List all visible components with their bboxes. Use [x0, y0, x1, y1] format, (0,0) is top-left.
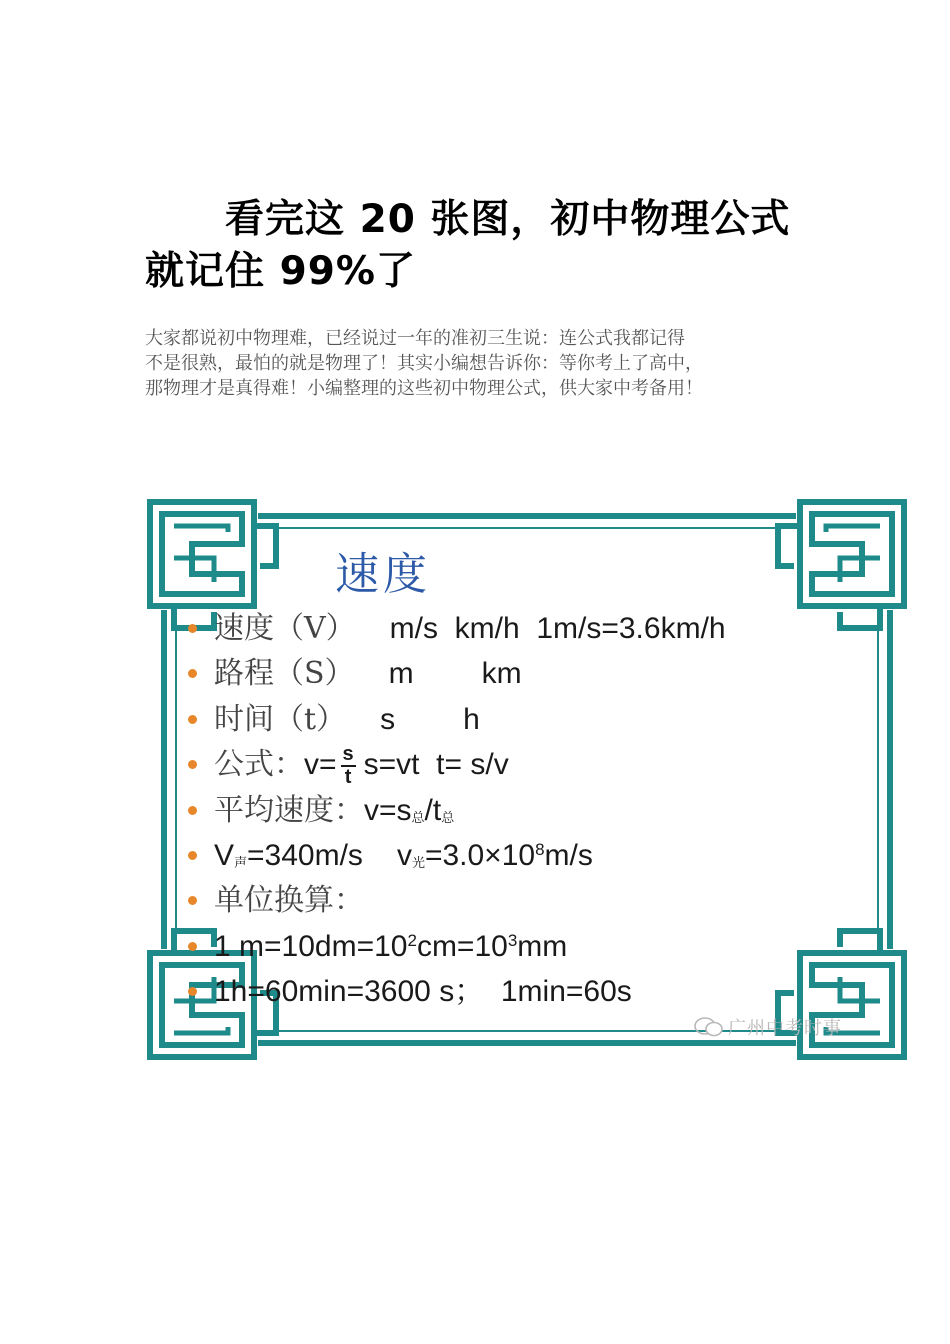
bullet-dot [188, 760, 197, 769]
intro-line: 大家都说初中物理难，已经说过一年的准初三生说：连公式我都记得 [145, 328, 685, 349]
article-title [145, 194, 805, 298]
bullet-dot [188, 624, 197, 633]
list-item: 平均速度：$v=s_总/t_总$ [184, 788, 844, 833]
bullet-dot [188, 896, 197, 905]
intro-line: 那物理才是真得难！小编整理的这些初中物理公式，供大家中考备用！ [145, 378, 703, 399]
bullet-dot [188, 715, 197, 724]
list-item: 1 $m=10dm=10^2cm=10^3mm$ [184, 924, 844, 969]
title-line-1: 看完这 20 张图，初中物理公式 [225, 197, 791, 242]
bullet-dot [188, 806, 197, 815]
intro-line: 不是很熟，最怕的就是物理了！其实小编想告诉你：等你考上了高中， [145, 353, 703, 374]
watermark: 广州中考时事 [694, 1014, 842, 1042]
list-item: 公式：v= $\frac{s}{t}$ s=vt t= s/v [184, 742, 844, 787]
list-item: 路程（S） m km [184, 651, 844, 696]
bullet-dot [188, 987, 197, 996]
list-item: 速度（V） m/s km/h 1m/s=3.6km/h [184, 606, 844, 651]
list-item: $V_声=340m/s$ $v_光=3.0\times 10^8m/s$ [184, 833, 844, 878]
title-line-2: 就记住 99%了 [145, 249, 416, 294]
list-item: 1h=60min=3600 s； 1min=60s [184, 969, 844, 1014]
slide-title: 速度 [335, 549, 431, 600]
list-item: 时间（t） s h [184, 697, 844, 742]
bullet-dot [188, 851, 197, 860]
formula-list [184, 606, 844, 1015]
bullet-dot [188, 942, 197, 951]
intro-paragraph [145, 326, 815, 401]
list-item: 单位换算： [184, 878, 844, 923]
wechat-icon [694, 1017, 724, 1042]
bullet-dot [188, 669, 197, 678]
fraction: $\frac{s}{t}$ [342, 743, 354, 789]
